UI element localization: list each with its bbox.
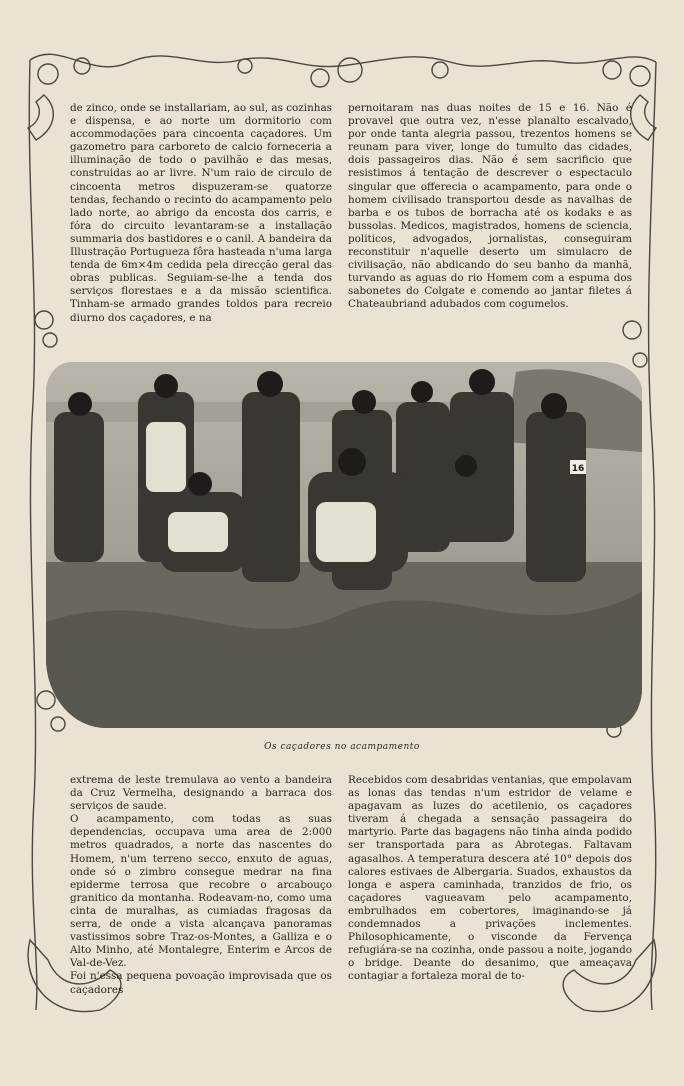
- paragraph: pernoitaram nas duas noites de 15 e 16. Não é provavel que outra vez, n'esse planalto escalvado, por onde tanta alegria passou, trezentos homens se reunam para viver, longe do tumulto das cidades, dois passageiros dias. Não é sem sacrificio que resistimos á tentação de descrever o espectaculo singular que offerecia o acampamento, para onde o homem civilisado transportou desde as navalhas de barba e os tubos de borracha até os kodaks e as bussolas. Medicos, magistrados, homens de sciencia, politicos, advogados, jornalistas, conseguiram reconstituir n'aquelle deserto um simulacro de civilisação, não abdicando do seu banho da manhã, turvando as aguas do rio Homem com a espuma dos sabonetes do Colgate e comendo ao jantar filetes á Chateaubriand adubados com cogumelos.: [348, 102, 632, 311]
- photo-caption: Os caçadores no acampamento: [264, 742, 420, 752]
- paragraph: extrema de leste tremulava ao vento a bandeira da Cruz Vermelha, designando a barraca dos serviços de saude.: [70, 774, 332, 813]
- paragraph: O acampamento, com todas as suas dependencias, occupava uma area de 2:000 metros quadrados, a norte das nascentes do Homem, n'um terreno secco, enxuto de aguas, onde só o zimbro consegue medrar na fina epiderme terrosa que recobre o arcabouço granitico da montanha. Rodeavam-no, como uma cinta de muralhas, as cumiadas fragosas da serra, de onde a vista alcançava panoramas vastissimos sobre Traz-os-Montes, a Galliza e o Alto Minho, até Montalegre, Enterim e Arcos de Val-de-Vez.: [70, 813, 332, 970]
- camp-photograph: [46, 362, 642, 728]
- paragraph: Foi n'essa pequena povoação improvisada que os caçadores: [70, 970, 332, 996]
- text-column-bottom-right: [348, 774, 632, 984]
- text-column-bottom-left: [70, 774, 332, 997]
- text-column-top-left: [70, 102, 332, 325]
- text-column-top-right: [348, 102, 632, 312]
- hunters-group-illustration: [46, 362, 642, 728]
- paragraph: de zinco, onde se installariam, ao sul, as cozinhas e dispensa, e ao norte um dormitorio com accommodações para cincoenta caçadores. Um gazometro para carboreto de calcio forneceria a illuminação de todo o pavilhão e das mesas, construidas ao ar livre. N'um raio de circulo de cincoenta metros dispuzeram-se quatorze tendas, fechando o recinto do acampamento pelo lado norte, ao abrigo da encosta dos carris, e fóra do circuito levantaram-se a installação summaria dos bastidores e o canil. A bandeira da Illustração Portugueza fôra hasteada n'uma larga tenda de 6m×4m cedida pela direcção geral das obras publicas. Seguiam-se-lhe a tenda dos serviços florestaes e a da missão scientifica. Tinham-se armado grandes toldos para recreio diurno dos caçadores, e na: [70, 102, 332, 324]
- paragraph: Recebidos com desabridas ventanias, que empolavam as lonas das tendas n'um estridor de velame e apagavam as luzes do acetilenio, os caçadores tiveram á chegada a sensação passageira do martyrio. Parte das bagagens não tinha ainda podido ser transportada para as Abrotegas. Faltavam agasalhos. A temperatura descera até 10° depois dos calores estivaes de Albergaria. Suados, exhaustos da longa e aspera caminhada, tranzidos de frio, os caçadores vagueavam pelo acampamento, embrulhados em cobertores, imaginando-se já condemnados a privações inclementes. Philosophicamente, o visconde da Fervença refugiára-se na cozinha, onde passou a noite, jogando o bridge. Deante do desanimo, que ameaçava contagiar a fortaleza moral de to-: [348, 774, 632, 983]
- photo-number-badge: 16: [571, 464, 585, 474]
